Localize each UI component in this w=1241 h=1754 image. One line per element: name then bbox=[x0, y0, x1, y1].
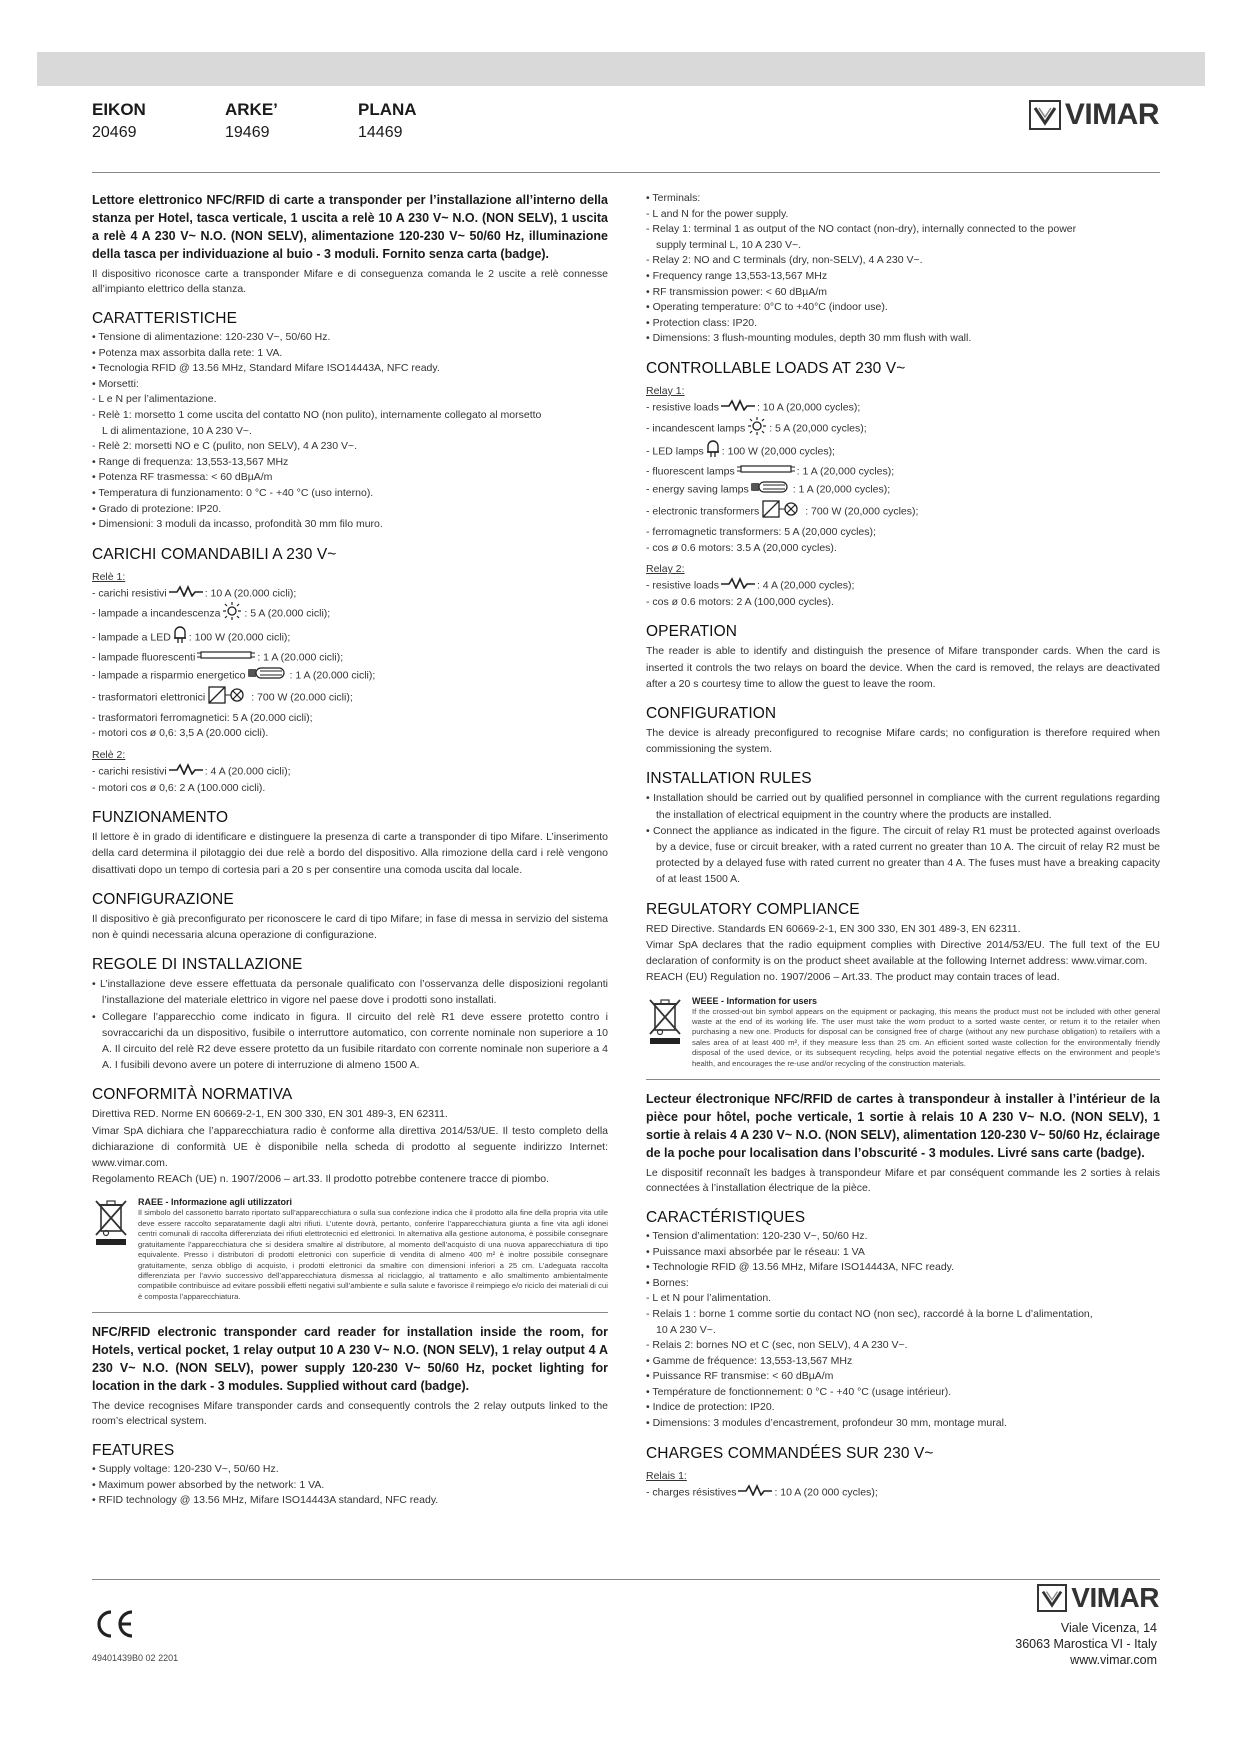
load-label: - resistive loads bbox=[646, 579, 719, 592]
electronic-transformer-icon bbox=[761, 499, 803, 525]
load-label: - trasformatori elettronici bbox=[92, 691, 206, 704]
it-compliance-text: Direttiva RED. Norme EN 60669-2-1, EN 300 330, EN 301 489-3, EN 62311. bbox=[92, 1108, 448, 1121]
en-intro: NFC/RFID electronic transponder card reader for installation inside the room, for Hotels, vertical pocket, 1 relay output 10 A 230 V~ N.O. (NON SELV), 1 relay output 4 A 230 V~ N.O. (NON SELV), power supply 120-230 V~ 50/60 Hz, pocket lighting for location in the dark - 3 modules. Supplied without card (badge). bbox=[92, 1325, 608, 1394]
load-label: - fluorescent lamps bbox=[646, 465, 735, 478]
resistive-load-icon bbox=[738, 1484, 772, 1502]
load-label: - carichi resistivi bbox=[92, 765, 167, 778]
load-row bbox=[92, 711, 608, 727]
load-label: - cos ø 0.6 motors: 3.5 A (20,000 cycles). bbox=[646, 541, 837, 554]
led-lamp-icon bbox=[173, 626, 187, 650]
vimar-footer-logo bbox=[1037, 1582, 1159, 1614]
load-rating: : 700 W (20,000 cycles); bbox=[805, 506, 919, 519]
list-item: - Relè 1: morsetto 1 come uscita del contatto NO (non pulito), internamente collegato al morsetto bbox=[92, 408, 542, 421]
list-item: • RFID technology @ 13.56 MHz, Mifare ISO14443A standard, NFC ready. bbox=[92, 1494, 439, 1507]
electronic-transformer-icon bbox=[207, 685, 249, 711]
en-loads-title: CONTROLLABLE LOADS AT 230 V~ bbox=[646, 359, 906, 377]
load-label: - LED lamps bbox=[646, 445, 704, 458]
model-name: PLANA bbox=[358, 100, 417, 119]
en-config-title: CONFIGURATION bbox=[646, 705, 777, 723]
model-code: 20469 bbox=[92, 124, 137, 141]
model-name: ARKE’ bbox=[225, 100, 278, 119]
list-item: • Maximum power absorbed by the network: 1 VA. bbox=[92, 1478, 325, 1491]
load-rating: : 100 W (20.000 cicli); bbox=[188, 631, 291, 644]
load-label: - motori cos ø 0,6: 2 A (100.000 cicli). bbox=[92, 781, 266, 794]
en-compliance-title: REGULATORY COMPLIANCE bbox=[646, 900, 860, 918]
left-column bbox=[92, 191, 608, 1509]
list-item: • RF transmission power: < 60 dBµA/m bbox=[646, 285, 827, 298]
load-label: - carichi resistivi bbox=[92, 587, 167, 600]
model-list bbox=[92, 100, 491, 142]
list-item: • Tensione di alimentazione: 120-230 V~, 50/60 Hz. bbox=[92, 331, 331, 343]
model-name: EIKON bbox=[92, 100, 146, 119]
en-relay1-loads bbox=[646, 399, 1160, 556]
it-config-text: Il dispositivo è già preconfigurato per riconoscere le card di tipo Mifare; in fase di messa in servizio del sistema non è quindi necessaria alcuna operazione di configurazione. bbox=[92, 912, 608, 942]
list-item: • Operating temperature: 0°C to +40°C (indoor use). bbox=[646, 301, 888, 314]
ce-mark bbox=[92, 1608, 136, 1645]
en-config-text: The device is already preconfigured to recognise Mifare cards; no configuration is therefore required when commissioning the system. bbox=[646, 727, 1160, 756]
company-address bbox=[1015, 1620, 1157, 1668]
list-item: • Supply voltage: 120-230 V~, 50/60 Hz. bbox=[92, 1463, 279, 1476]
load-row bbox=[646, 440, 1160, 464]
load-label: - energy saving lamps bbox=[646, 483, 749, 496]
address-line: 36063 Marostica VI - Italy bbox=[1015, 1637, 1157, 1651]
list-item: • Technologie RFID @ 13.56 MHz, Mifare ISO14443A, NFC ready. bbox=[646, 1261, 955, 1274]
top-gray-bar bbox=[37, 52, 1205, 86]
brand-name: VIMAR bbox=[1064, 98, 1159, 131]
load-rating: : 10 A (20 000 cycles); bbox=[774, 1486, 878, 1499]
load-label: - ferromagnetic transformers: 5 A (20,000 cycles); bbox=[646, 526, 876, 539]
resistive-load-icon bbox=[721, 577, 755, 595]
load-row bbox=[646, 399, 1160, 417]
right-column bbox=[646, 191, 1160, 1501]
it-relay1-loads bbox=[92, 585, 608, 742]
led-lamp-icon bbox=[706, 440, 720, 464]
load-rating: : 5 A (20,000 cycles); bbox=[769, 422, 867, 435]
en-compliance-text: RED Directive. Standards EN 60669-2-1, EN 300 330, EN 301 489-3, EN 62311. bbox=[646, 922, 1021, 935]
brand-name: VIMAR bbox=[1071, 1582, 1159, 1613]
en-weee-notice bbox=[646, 996, 1160, 1069]
list-item: • Collegare l’apparecchio come indicato in figura. Il circuito del relè R1 deve essere protetto contro i sovraccarichi da un dispositivo, fusibile o interruttore automatico, con corrente nominale non superiore a 10 A. Il circuito del relè R2 deve essere protetto da un fusibile ritardato con corrente nominale non superiore a 4 A. I fusibili devono avere un potere di interruzione di almeno 1500 A. bbox=[92, 1010, 608, 1072]
list-item: • Grado di protezione: IP20. bbox=[92, 502, 222, 515]
vimar-logo-mark-icon bbox=[1037, 1584, 1067, 1612]
en-operation-title: OPERATION bbox=[646, 623, 738, 641]
load-row bbox=[646, 541, 1160, 557]
list-item: - Relais 1 : borne 1 comme sortie du contact NO (non sec), raccordé à la borne L d’alimentation, bbox=[646, 1307, 1093, 1320]
fr-description: Le dispositif reconnaît les badges à transpondeur Mifare et par conséquent commande les 2 sorties à relais connectées à l’installation électrique de la pièce. bbox=[646, 1166, 1160, 1194]
footer-divider bbox=[92, 1579, 1160, 1580]
list-item: • Potenza max assorbita dalla rete: 1 VA. bbox=[92, 346, 283, 359]
fr-relay1-loads bbox=[646, 1484, 1160, 1502]
load-row bbox=[646, 595, 1160, 611]
list-item: - L and N for the power supply. bbox=[646, 207, 789, 220]
load-row bbox=[646, 499, 1160, 525]
list-item: supply terminal L, 10 A 230 V~. bbox=[656, 238, 802, 251]
en-weee-title: WEEE - Information for users bbox=[692, 995, 818, 1006]
list-item: - Relay 2: NO and C terminals (dry, non-SELV), 4 A 230 V~. bbox=[646, 254, 923, 267]
list-item: • Temperatura di funzionamento: 0 °C - +40 °C (uso interno). bbox=[92, 486, 374, 499]
load-rating: : 10 A (20.000 cicli); bbox=[204, 587, 297, 600]
model-code: 19469 bbox=[225, 124, 270, 141]
it-compliance-text: Vimar SpA dichiara che l’apparecchiatura radio è conforme alla direttiva 2014/53/UE. Il testo completo della dichiarazione di conformità UE è disponibile nella scheda di prodotto al seguente indirizzo Internet: www.vimar.com. bbox=[92, 1124, 608, 1170]
it-config-title: CONFIGURAZIONE bbox=[92, 890, 234, 908]
it-intro: Lettore elettronico NFC/RFID di carte a transponder per l’installazione all’interno della stanza per Hotel, tasca verticale, 1 uscita a relè 10 A 230 V~ N.O. (NON SELV), 1 uscita a relè 4 A 230 V~ N.O. (NON SELV), alimentazione 120-230 V~ 50/60 Hz, illuminazione della tasca per individuazione al buio - 3 moduli. Fornito senza carta (badge). bbox=[92, 193, 608, 261]
load-row bbox=[92, 763, 608, 781]
list-item: • Range di frequenza: 13,553-13,567 MHz bbox=[92, 455, 289, 468]
list-item: - Relè 2: morsetti NO e C (pulito, non SELV), 4 A 230 V~. bbox=[92, 440, 358, 453]
resistive-load-icon bbox=[721, 399, 755, 417]
en-rules-title: INSTALLATION RULES bbox=[646, 770, 812, 788]
load-row bbox=[92, 626, 608, 650]
it-features-title: CARATTERISTICHE bbox=[92, 310, 238, 327]
it-weee-text: Il simbolo del cassonetto barrato riportato sull’apparecchiatura o sulla sua confezione indica che il prodotto alla fine della propria vita utile deve essere raccolto separatamente dagli altri rifiuti. L’utente dovrà, pertanto, conferire l’apparecchiatura giunta a fine vita agli idonei centri comunali di raccolta differenziata dei rifiuti elettrotecnici ed elettronici. In alternativa alla gestione autonoma, è possibile consegnare gratuitamente l’apparecchiatura che si desidera smaltire al distributore, al momento dell’acquisto di una nuova apparecchiatura di tipo equivalente. Presso i distributori di prodotti elettronici con superficie di vendita di almeno 400 m² è inoltre possibile consegnare gratuitamente, senza obbligo di acquisto, i prodotti elettronici da smaltire con dimensioni inferiori a 25 cm. L’adeguata raccolta differenziata per l’avvio successivo dell’apparecchiatura dismessa al riciclaggio, al trattamento e allo smaltimento ambientalmente compatibile contribuisce ad evitare possibili effetti negativi sull’ambiente e sulla salute e favorisce il reimpiego e/o riciclo dei materiali di cui è composta l’apparecchiatura. bbox=[138, 1208, 608, 1301]
en-relay2-label: Relay 2: bbox=[646, 563, 685, 576]
crossed-bin-icon bbox=[646, 996, 684, 1069]
en-features-title: FEATURES bbox=[92, 1442, 175, 1460]
load-rating: : 1 A (20.000 cicli); bbox=[257, 651, 344, 664]
load-rating: : 4 A (20.000 cicli); bbox=[204, 765, 291, 778]
list-item: • Tecnologia RFID @ 13.56 MHz, Standard Mifare ISO14443A, NFC ready. bbox=[92, 362, 440, 375]
list-item: • Indice de protection: IP20. bbox=[646, 1401, 775, 1414]
en-weee-text: If the crossed-out bin symbol appears on the equipment or packaging, this means the product must not be included with other general waste at the end of its working life. The user must take the worn product to a sorted waste center, or return it to the retailer when purchasing a new one. Products for disposal can be consigned free of charge (without any new purchase obligation) to retailers with a sales area of at least 400 m², if they measure less than 25 cm. An efficient sorted waste collection for the environmentally friendly disposal of the used device, or its subsequent recycling, helps avoid the potential negative effects on the environment and people’s health, and encourages the re-use and/or recycling of the construction materials. bbox=[692, 1006, 1160, 1068]
load-rating: : 4 A (20,000 cycles); bbox=[756, 579, 855, 592]
en-compliance-text: REACH (EU) Regulation no. 1907/2006 – Art.33. The product may contain traces of lead. bbox=[646, 971, 1060, 984]
it-relay2-label: Relè 2: bbox=[92, 749, 126, 762]
load-label: - charges résistives bbox=[646, 1486, 737, 1499]
it-relay1-label: Relè 1: bbox=[92, 570, 126, 583]
load-row bbox=[92, 666, 608, 686]
load-rating: : 1 A (20,000 cycles); bbox=[792, 483, 891, 496]
incandescent-bulb-icon bbox=[222, 602, 242, 626]
en-relay1-label: Relay 1: bbox=[646, 384, 685, 397]
load-row bbox=[92, 781, 608, 797]
list-item: • Dimensions: 3 modules d’encastrement, profondeur 30 mm, montage mural. bbox=[646, 1417, 1007, 1430]
it-compliance-text: Regolamento REACh (UE) n. 1907/2006 – art.33. Il prodotto potrebbe contenere tracce di piombo. bbox=[92, 1173, 550, 1186]
load-label: - lampade fluorescenti bbox=[92, 651, 196, 664]
list-item: - L e N per l’alimentazione. bbox=[92, 393, 217, 406]
list-item: - Relay 1: terminal 1 as output of the NO contact (non-dry), internally connected to the power bbox=[646, 223, 1077, 236]
list-item: • L’installazione deve essere effettuata da personale qualificato con l’osservanza delle disposizioni regolanti l’installazione del materiale elettrico in vigore nel paese dove i prodotti sono installati. bbox=[92, 978, 608, 1007]
load-rating: : 700 W (20.000 cicli); bbox=[251, 691, 353, 704]
load-row bbox=[646, 525, 1160, 541]
header-divider bbox=[92, 172, 1160, 173]
it-loads-title: CARICHI COMANDABILI A 230 V~ bbox=[92, 545, 337, 563]
list-item: - L et N pour l’alimentation. bbox=[646, 1292, 772, 1305]
load-rating: : 1 A (20,000 cycles); bbox=[796, 465, 895, 478]
load-row bbox=[646, 480, 1160, 500]
list-item: • Tension d’alimentation: 120-230 V~, 50/60 Hz. bbox=[646, 1229, 868, 1242]
list-item: • Température de fonctionnement: 0 °C - +40 °C (usage intérieur). bbox=[646, 1385, 952, 1398]
energy-saving-lamp-icon bbox=[751, 480, 791, 500]
load-row bbox=[646, 577, 1160, 595]
load-row bbox=[92, 585, 608, 603]
en-operation-text: The reader is able to identify and distinguish the presence of Mifare transponder cards. When the card is inserted it controls the two relays on board the device. When the card is removed, the relays are deactivated after a 20 s courtesy time to allow the guest to leave the room. bbox=[646, 645, 1160, 690]
section-divider bbox=[92, 1312, 608, 1313]
section-divider bbox=[646, 1079, 1160, 1080]
it-weee-title: RAEE - Informazione agli utilizzatori bbox=[138, 1197, 293, 1208]
load-label: - cos ø 0.6 motors: 2 A (100,000 cycles). bbox=[646, 595, 834, 608]
en-relay2-loads bbox=[646, 577, 1160, 610]
load-rating: : 5 A (20.000 cicli); bbox=[244, 607, 331, 620]
load-row bbox=[646, 1484, 1160, 1502]
en-features-list bbox=[646, 191, 1160, 347]
list-item: • Frequency range 13,553-13,567 MHz bbox=[646, 269, 828, 282]
list-item: 10 A 230 V~. bbox=[656, 1323, 716, 1336]
it-operation-text: Il lettore è in grado di identificare e distinguere la presenza di carte a transponder di tipo Mifare. L’inserimento della card determina il pilotaggio dei due relè a bordo del dispositivo. Alla rimozione della card i relè vengono disattivati dopo un tempo di cortesia pari a 20 s per consentire una comoda uscita dal locale. bbox=[92, 831, 608, 876]
energy-saving-lamp-icon bbox=[248, 666, 288, 686]
fr-features-list bbox=[646, 1229, 1160, 1432]
list-item: • Terminals: bbox=[646, 192, 701, 204]
list-item: • Dimensions: 3 flush-mounting modules, depth 30 mm flush with wall. bbox=[646, 332, 972, 345]
fluorescent-lamp-icon bbox=[737, 464, 795, 480]
fluorescent-lamp-icon bbox=[197, 650, 255, 666]
it-compliance-title: CONFORMITÀ NORMATIVA bbox=[92, 1086, 293, 1104]
list-item: L di alimentazione, 10 A 230 V~. bbox=[102, 424, 252, 437]
load-rating: : 1 A (20.000 cicli); bbox=[289, 669, 376, 682]
vimar-logo bbox=[1029, 98, 1159, 132]
list-item: - Relais 2: bornes NO et C (sec, non SELV), 4 A 230 V~. bbox=[646, 1339, 908, 1352]
en-description: The device recognises Mifare transponder cards and consequently controls the 2 relay outputs linked to the room’s electrical system. bbox=[92, 1400, 608, 1428]
it-description: Il dispositivo riconosce carte a transponder Mifare e di conseguenza comanda le 2 uscite a relè connesse all’impianto elettrico della stanza. bbox=[92, 268, 608, 295]
load-row bbox=[92, 685, 608, 711]
it-relay2-loads bbox=[92, 763, 608, 796]
load-label: - lampade a risparmio energetico bbox=[92, 669, 246, 682]
document-number: 49401439B0 02 2201 bbox=[92, 1653, 179, 1663]
crossed-bin-icon bbox=[92, 1197, 130, 1302]
it-features-list bbox=[92, 330, 608, 533]
load-row bbox=[92, 650, 608, 666]
fr-intro: Lecteur électronique NFC/RFID de cartes à transpondeur à installer à l’intérieur de la pièce pour hôtel, poche verticale, 1 sortie à relais 10 A 230 V~ N.O. (NON SELV), 1 sortie à relais 4 A 230 V~ N.O. (NON SELV), alimentation 120-230 V~ 50/60 Hz, éclairage de la poche pour localisation dans l’obscurité - 3 modules. Livré sans carte (badge). bbox=[646, 1091, 1160, 1160]
incandescent-bulb-icon bbox=[747, 417, 767, 441]
load-row bbox=[646, 417, 1160, 441]
model-plana bbox=[358, 100, 491, 142]
list-item: • Installation should be carried out by qualified personnel in compliance with the current regulations regarding the installation of electrical equipment in the country where the products are installed. bbox=[646, 792, 1160, 821]
list-item: • Bornes: bbox=[646, 1276, 689, 1289]
it-operation-title: FUNZIONAMENTO bbox=[92, 809, 229, 827]
list-item: • Protection class: IP20. bbox=[646, 316, 758, 329]
load-label: - lampade a incandescenza bbox=[92, 607, 221, 620]
it-rules-title: REGOLE DI INSTALLAZIONE bbox=[92, 956, 303, 974]
load-label: - electronic transformers bbox=[646, 506, 760, 519]
en-compliance-text: Vimar SpA declares that the radio equipment complies with Directive 2014/53/EU. The full text of the EU declaration of conformity is on the product sheet available at the following Internet address: www.vimar.com. bbox=[646, 938, 1160, 968]
list-item: • Connect the appliance as indicated in the figure. The circuit of relay R1 must be protected against overloads by a device, fuse or circuit breaker, with a rated current no greater than 10 A. The circuit of relay R2 must be protected by a delayed fuse with rated current no greater than 4 A. The fuses must have a breaking capacity of at least 1500 A. bbox=[646, 824, 1160, 886]
load-row bbox=[92, 602, 608, 626]
address-line: Viale Vicenza, 14 bbox=[1060, 1621, 1157, 1635]
list-item: • Dimensioni: 3 moduli da incasso, profondità 30 mm filo muro. bbox=[92, 518, 383, 531]
load-rating: : 10 A (20,000 cycles); bbox=[756, 401, 861, 414]
fr-loads-title: CHARGES COMMANDÉES SUR 230 V~ bbox=[646, 1444, 934, 1462]
load-row bbox=[646, 464, 1160, 480]
load-rating: : 100 W (20,000 cycles); bbox=[721, 445, 835, 458]
list-item: • Gamme de fréquence: 13,553-13,567 MHz bbox=[646, 1354, 853, 1367]
resistive-load-icon bbox=[169, 585, 203, 603]
list-item: • Potenza RF trasmessa: < 60 dBµA/m bbox=[92, 471, 273, 484]
vimar-logo-mark-icon bbox=[1029, 100, 1061, 130]
it-weee-notice bbox=[92, 1197, 608, 1302]
load-label: - lampade a LED bbox=[92, 631, 171, 644]
list-item: • Puissance RF transmise: < 60 dBµA/m bbox=[646, 1370, 834, 1383]
fr-relay1-label: Relais 1: bbox=[646, 1469, 687, 1482]
load-row bbox=[92, 726, 608, 742]
load-label: - resistive loads bbox=[646, 401, 719, 414]
load-label: - trasformatori ferromagnetici: 5 A (20.000 cicli); bbox=[92, 711, 313, 724]
load-label: - incandescent lamps bbox=[646, 422, 746, 435]
website-link[interactable]: www.vimar.com bbox=[1070, 1653, 1157, 1667]
list-item: • Puissance maxi absorbée par le réseau: 1 VA bbox=[646, 1245, 865, 1258]
list-item: • Morsetti: bbox=[92, 377, 139, 390]
model-eikon bbox=[92, 100, 225, 142]
resistive-load-icon bbox=[169, 763, 203, 781]
fr-features-title: CARACTÉRISTIQUES bbox=[646, 1208, 806, 1226]
load-label: - motori cos ø 0,6: 3,5 A (20.000 cicli). bbox=[92, 727, 269, 740]
model-arke bbox=[225, 100, 358, 142]
model-code: 14469 bbox=[358, 124, 403, 141]
